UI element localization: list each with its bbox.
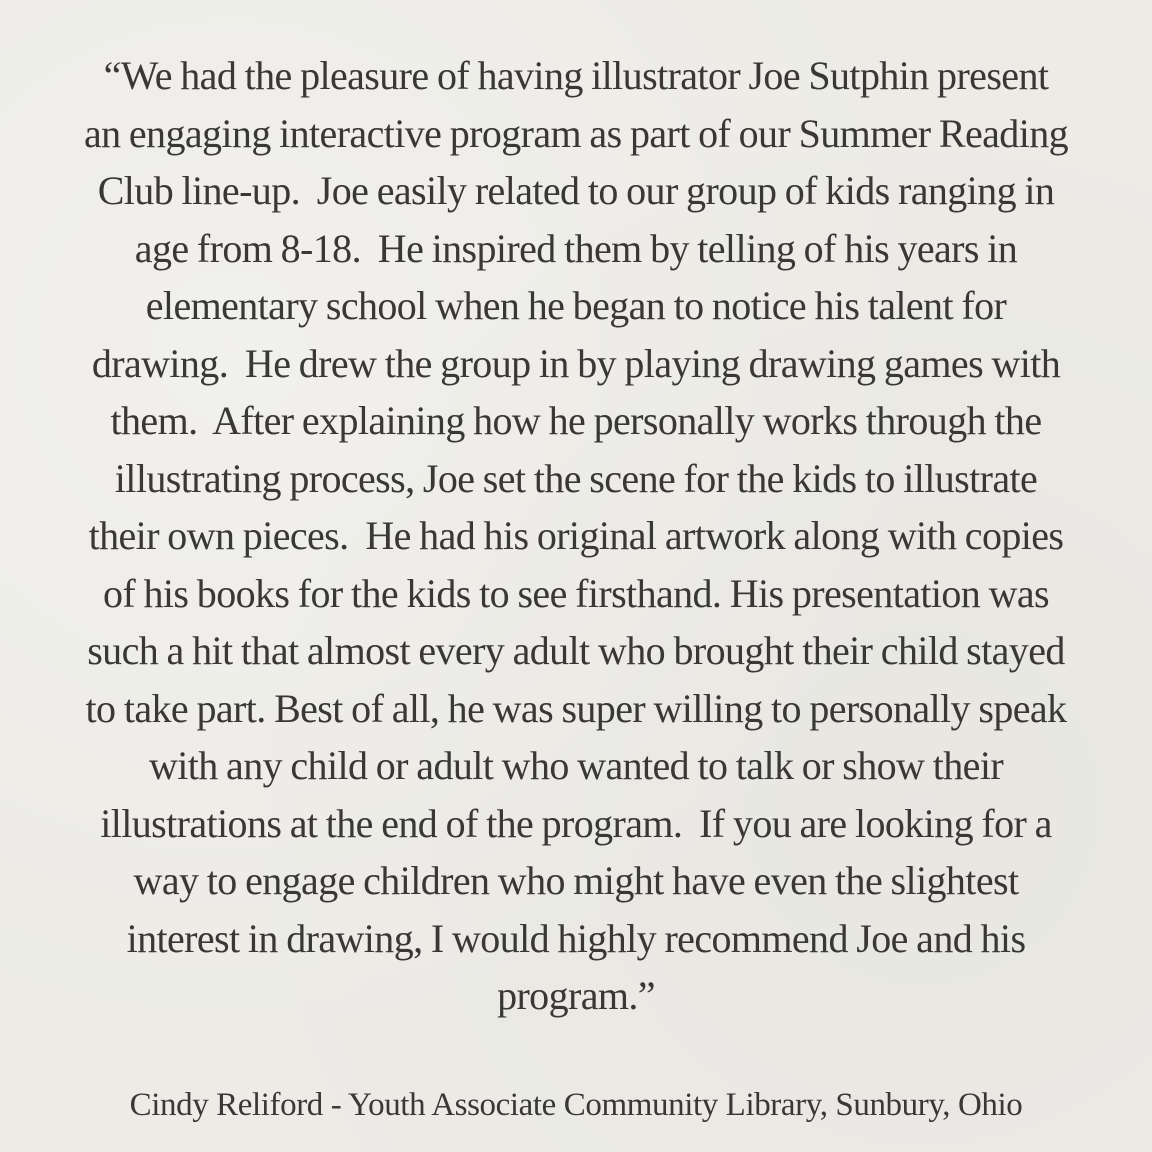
quote-line: age from 8-18. He inspired them by telling of his years in [134, 225, 1018, 271]
testimonial-attribution: Cindy Reliford - Youth Associate Community Library, Sunbury, Ohio [129, 1087, 1023, 1123]
quote-line: of his books for the kids to see firsthand. His presentation was [103, 570, 1049, 616]
quote-line: illustrations at the end of the program. If you are looking for a [100, 800, 1052, 846]
quote-line: way to engage children who might have even the slightest [133, 858, 1019, 903]
quote-line: them. After explaining how he personally works through the [110, 398, 1042, 443]
quote-line: program.” [497, 973, 655, 1018]
quote-line: Club line-up. Joe easily related to our group of kids ranging in [97, 168, 1055, 213]
quote-line: interest in drawing, I would highly recommend Joe and his [126, 915, 1026, 961]
quote-line: “We had the pleasure of having illustrator Joe Sutphin present [103, 53, 1049, 98]
quote-line: illustrating process, Joe set the scene for the kids to illustrate [114, 455, 1038, 501]
quote-line: to take part. Best of all, he was super willing to personally speak [85, 685, 1067, 731]
quote-line: such a hit that almost every adult who brought their child stayed [87, 628, 1065, 673]
quote-line: with any child or adult who wanted to talk or show their [148, 743, 1004, 788]
quote-line: drawing. He drew the group in by playing drawing games with [91, 340, 1061, 386]
testimonial-quote [0, 47, 1152, 1025]
quote-line: their own pieces. He had his original artwork along with copies [88, 513, 1064, 558]
quote-line: an engaging interactive program as part of our Summer Reading [83, 110, 1069, 156]
quote-line: elementary school when he began to notice his talent for [145, 283, 1007, 328]
